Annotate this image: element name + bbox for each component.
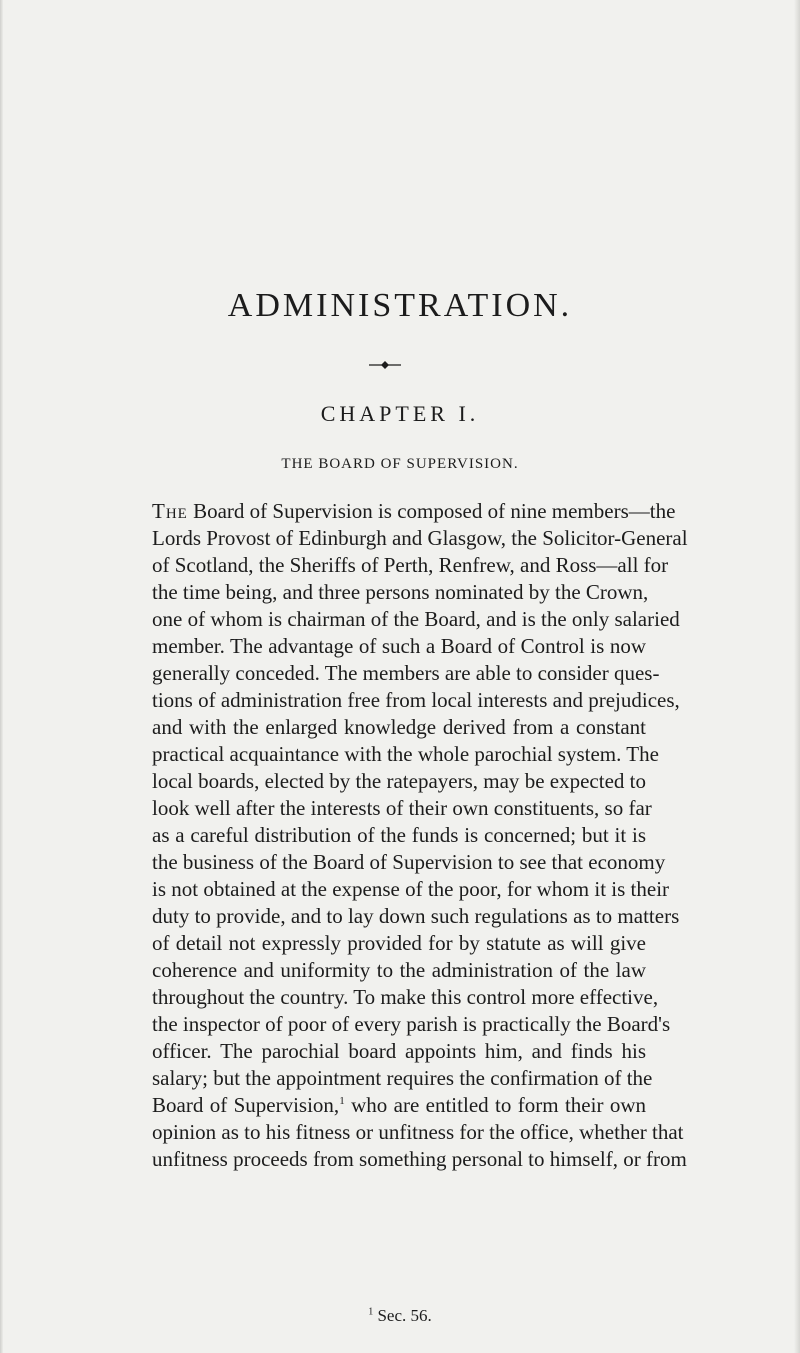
text-line-4: the time being, and three persons nominated by the Crown, bbox=[152, 580, 649, 604]
text-line-16: duty to provide, and to lay down such regulations as to matters bbox=[152, 904, 680, 928]
text-line-10: practical acquaintance with the whole parochial system. The bbox=[152, 742, 659, 766]
text-line-13: as a careful distribution of the funds is concerned; but it is bbox=[152, 823, 646, 847]
text-line-21: officer. The parochial board appoints him, and finds his bbox=[152, 1039, 646, 1063]
text-line-15: is not obtained at the expense of the poor, for whom it is their bbox=[152, 877, 670, 901]
paragraph-first-word: The bbox=[152, 499, 188, 523]
text-line-6: member. The advantage of such a Board of Control is now bbox=[152, 634, 646, 658]
text-line-14: the business of the Board of Supervision to see that economy bbox=[152, 850, 666, 874]
text-line-2: Lords Provost of Edinburgh and Glasgow, the Solicitor-General bbox=[152, 526, 688, 550]
page-right-edge-shadow bbox=[794, 0, 800, 1353]
text-line-18: coherence and uniformity to the administration of the law bbox=[152, 958, 646, 982]
chapter-heading: CHAPTER I. bbox=[320, 401, 480, 426]
text-line-12: look well after the interests of their own constituents, so far bbox=[152, 796, 652, 820]
text-line-3: of Scotland, the Sheriffs of Perth, Renfrew, and Ross—all for bbox=[152, 553, 669, 577]
text-line-23: Board of Supervision,$^1$ who are entitled to form their own bbox=[152, 1093, 646, 1117]
text-line-19: throughout the country. To make this control more effective, bbox=[152, 985, 659, 1009]
text-line-5: one of whom is chairman of the Board, and is the only salaried bbox=[152, 607, 680, 631]
footnote-reference: 1 bbox=[339, 1095, 345, 1107]
text-line-11: local boards, elected by the ratepayers, may be expected to bbox=[152, 769, 646, 793]
text-line-1: The Board of Supervision is composed of nine members—the bbox=[152, 499, 676, 523]
footnote-marker: 1 bbox=[368, 1306, 374, 1318]
text-line-20: the inspector of poor of every parish is practically the Board's bbox=[152, 1012, 671, 1036]
text-line-7: generally conceded. The members are able to consider ques- bbox=[152, 661, 660, 685]
text-line-8: tions of administration free from local interests and prejudices, bbox=[152, 688, 680, 712]
section-title: THE BOARD OF SUPERVISION. bbox=[281, 456, 519, 472]
page-left-edge-shadow bbox=[0, 0, 3, 1353]
footnote-text: Sec. 56. bbox=[373, 1306, 432, 1325]
running-title: ADMINISTRATION. bbox=[227, 287, 573, 324]
text-line-24: opinion as to his fitness or unfitness for the office, whether that bbox=[152, 1120, 684, 1144]
diamond-rule-ornament-icon bbox=[369, 360, 401, 370]
text-line-9: and with the enlarged knowledge derived from a constant bbox=[152, 715, 646, 739]
text-line-22: salary; but the appointment requires the confirmation of the bbox=[152, 1066, 653, 1090]
text-line-25: unfitness proceeds from something personal to himself, or from bbox=[152, 1147, 687, 1171]
text-line-17: of detail not expressly provided for by statute as will give bbox=[152, 931, 646, 955]
footnote bbox=[0, 1305, 800, 1327]
body-paragraph bbox=[152, 498, 688, 1173]
